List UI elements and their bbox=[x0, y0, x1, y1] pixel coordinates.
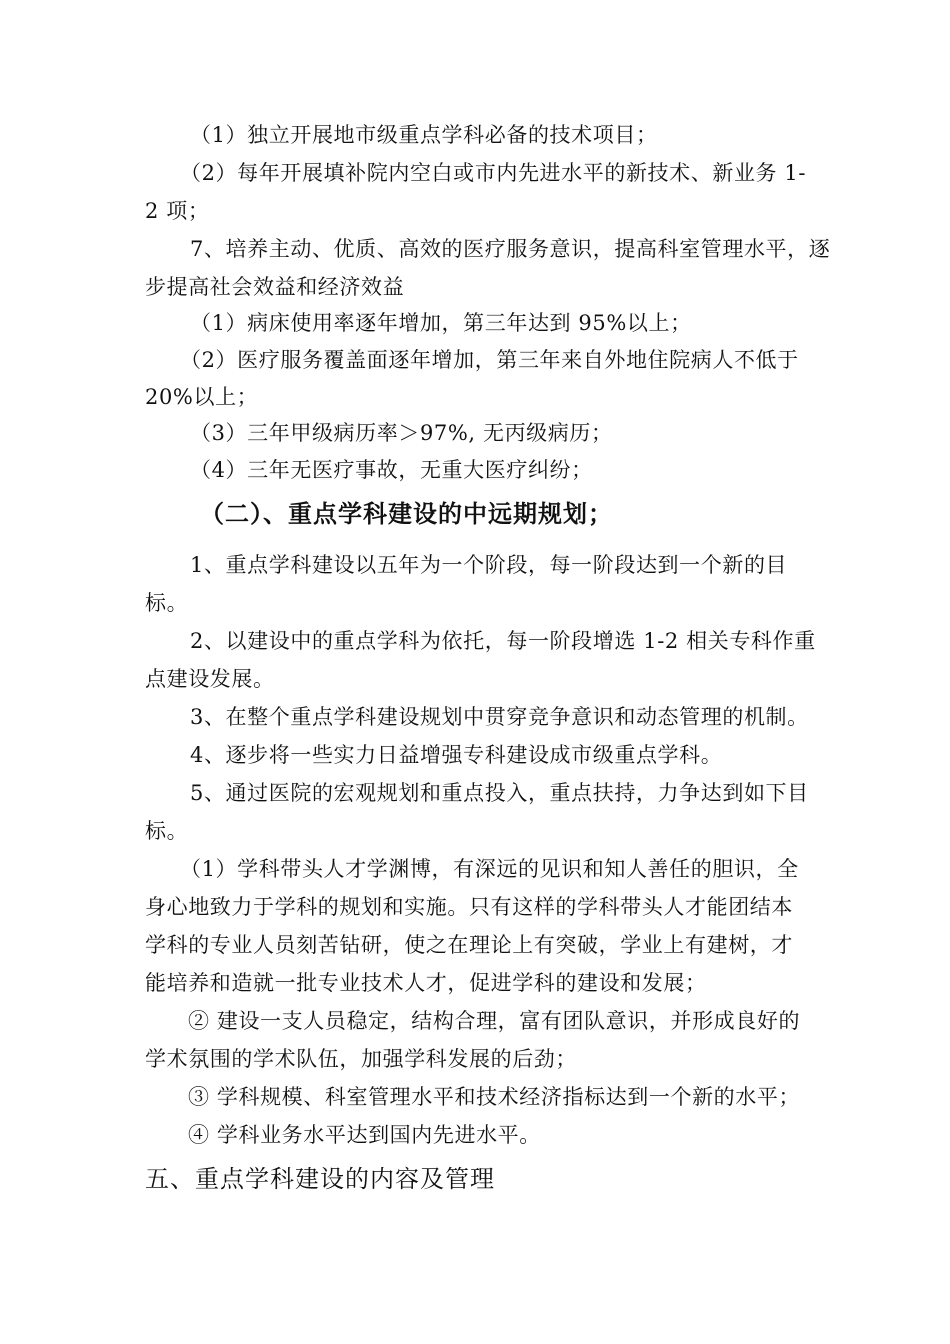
text-line: 2、以建设中的重点学科为依托，每一阶段增选 1-2 相关专科作重 bbox=[190, 629, 816, 653]
text-line: 5、通过医院的宏观规划和重点投入，重点扶持，力争达到如下目 bbox=[190, 781, 809, 805]
text-line: （2）每年开展填补院内空白或市内先进水平的新技术、新业务 1- bbox=[180, 161, 807, 185]
section-heading: （二）、重点学科建设的中远期规划； bbox=[200, 500, 613, 528]
text-line: 2 项； bbox=[145, 199, 210, 223]
text-line: 标。 bbox=[145, 591, 189, 615]
text-line: （2）医疗服务覆盖面逐年增加，第三年来自外地住院病人不低于 bbox=[180, 348, 799, 372]
text-line: （1）学科带头人才学渊博，有深远的见识和知人善任的胆识，全 bbox=[180, 857, 799, 881]
text-line: 1、重点学科建设以五年为一个阶段，每一阶段达到一个新的目 bbox=[190, 553, 788, 577]
text-line: （4）三年无医疗事故，无重大医疗纠纷； bbox=[190, 458, 593, 482]
text-line: 能培养和造就一批专业技术人才，促进学科的建设和发展； bbox=[145, 971, 707, 995]
text-line: （1）病床使用率逐年增加，第三年达到 95%以上； bbox=[190, 311, 692, 335]
text-line: 点建设发展。 bbox=[145, 667, 275, 691]
text-line: 学术氛围的学术队伍，加强学科发展的后劲； bbox=[145, 1047, 577, 1071]
text-line: ② 建设一支人员稳定，结构合理，富有团队意识，并形成良好的 bbox=[188, 1009, 801, 1033]
text-line: 20%以上； bbox=[145, 385, 259, 409]
text-line: ③ 学科规模、科室管理水平和技术经济指标达到一个新的水平； bbox=[188, 1085, 801, 1109]
text-line: 7、培养主动、优质、高效的医疗服务意识，提高科室管理水平，逐 bbox=[190, 237, 831, 261]
text-line: 身心地致力于学科的规划和实施。只有这样的学科带头人才能团结本 bbox=[145, 895, 793, 919]
text-line: 4、逐步将一些实力日益增强专科建设成市级重点学科。 bbox=[190, 743, 723, 767]
text-line: （1）独立开展地市级重点学科必备的技术项目； bbox=[190, 123, 658, 147]
text-line: （3）三年甲级病历率＞97%, 无丙级病历； bbox=[190, 421, 613, 445]
text-line: 标。 bbox=[145, 819, 189, 843]
text-line: ④ 学科业务水平达到国内先进水平。 bbox=[188, 1123, 541, 1147]
text-line: 学科的专业人员刻苦钻研，使之在理论上有突破，学业上有建树，才 bbox=[145, 933, 793, 957]
text-line: 3、在整个重点学科建设规划中贯穿竞争意识和动态管理的机制。 bbox=[190, 705, 809, 729]
text-line: 步提高社会效益和经济效益 bbox=[145, 275, 405, 299]
chapter-heading: 五、重点学科建设的内容及管理 bbox=[145, 1165, 495, 1193]
